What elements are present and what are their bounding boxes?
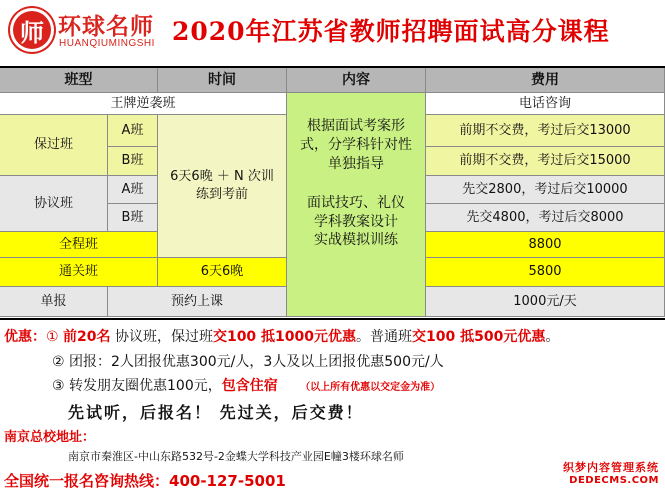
logo-icon: 师 — [10, 8, 54, 52]
row-xieyi-label: 协议班 — [0, 176, 108, 232]
content-line-1: 根据面试考案形 — [307, 118, 405, 134]
address-text: 南京市秦淮区-中山东路532号-2金蝶大学科技产业园E幢3楼环球名师 — [68, 450, 404, 463]
hotline-number: 400-127-5001 — [169, 472, 286, 490]
promo-top20: 前20名 — [63, 329, 111, 345]
row-xieyi-b-fee: 先交4800，考过后交8000 — [426, 204, 665, 232]
hotline — [4, 470, 286, 491]
row-baoguo-label: 保过班 — [0, 115, 108, 176]
hotline-label: 全国统一报名咨询热线： — [4, 472, 170, 490]
content-line-5: 学科教案设计 — [314, 213, 398, 230]
row-tongguan-time: 6天6晚 — [158, 258, 287, 287]
slogan: 先试听，后报名！ 先过关，后交费！ — [68, 403, 364, 422]
promo-line-2: ② 团报：2人团报优惠300元/人，3人及以上团报优惠500元/人 — [52, 354, 444, 370]
header-time: 时间 — [158, 68, 287, 93]
page-title: 2020年江苏省教师招聘面试高分课程 — [172, 17, 610, 46]
promo-num-1: ① — [46, 329, 59, 345]
address-label: 南京总校地址： — [4, 430, 96, 445]
logo-subtext: HUANQIUMINGSHI — [59, 38, 155, 49]
row-baoguo-b: B班 — [108, 147, 158, 176]
course-table — [0, 66, 665, 318]
promo-line-3 — [52, 375, 440, 395]
row-wangpai-fee: 电话咨询 — [426, 93, 665, 115]
row-wangpai-label: 王牌逆袭班 — [0, 93, 287, 115]
content-line-6: 实战模拟训练 — [314, 232, 398, 249]
watermark — [563, 459, 659, 486]
promo-lodging: 包含住宿 — [221, 378, 278, 394]
header-fee: 费用 — [426, 68, 665, 93]
promo-classes: 协议班，保过班 — [114, 329, 213, 345]
promo-label: 优惠： — [4, 329, 46, 345]
watermark-line-1: 织梦内容管理系统 — [563, 461, 659, 474]
header-class-type: 班型 — [0, 68, 158, 93]
promo-normal: 。普通班 — [356, 329, 413, 345]
watermark-line-2: DEDECMS.COM — [569, 475, 659, 486]
row-danbao-fee: 1000元/天 — [426, 287, 665, 317]
content-line-2: 式，分学科针对性 — [300, 136, 412, 153]
promo-forward: ③ 转发朋友圈优惠100元， — [52, 378, 222, 394]
row-quancheng-fee: 8800 — [426, 232, 665, 258]
row-danbao-time: 预约上课 — [108, 287, 287, 317]
row-tongguan-fee: 5800 — [426, 258, 665, 287]
row-quancheng-label: 全程班 — [0, 232, 158, 258]
row-danbao-label: 单报 — [0, 287, 108, 317]
row-xieyi-a: A班 — [108, 176, 158, 204]
promo-note: （以上所有优惠以交定金为准） — [300, 382, 441, 393]
row-baoguo-a-fee: 前期不交费，考过后交13000 — [426, 115, 665, 147]
content-line-4: 面试技巧、礼仪 — [307, 194, 405, 211]
content-line-3: 单独指导 — [328, 155, 384, 172]
time-main: 6天6晚 ＋ N 次训练到考前 — [158, 115, 287, 258]
row-baoguo-a: A班 — [108, 115, 158, 147]
header-content: 内容 — [287, 68, 426, 93]
promo-offer-2: 交100 抵500元优惠 — [412, 329, 546, 345]
row-baoguo-b-fee: 前期不交费，考过后交15000 — [426, 147, 665, 176]
promo-offer-1: 交100 抵1000元优惠 — [212, 329, 357, 345]
logo-text: 环球名师 — [58, 14, 154, 40]
promo-line-1 — [4, 326, 559, 346]
row-tongguan-label: 通关班 — [0, 258, 158, 287]
content-cell — [287, 93, 426, 317]
row-xieyi-a-fee: 先交2800，考过后交10000 — [426, 176, 665, 204]
promo-end: 。 — [545, 329, 560, 345]
bottom-section — [0, 318, 665, 492]
row-xieyi-b: B班 — [108, 204, 158, 232]
header — [0, 0, 665, 66]
